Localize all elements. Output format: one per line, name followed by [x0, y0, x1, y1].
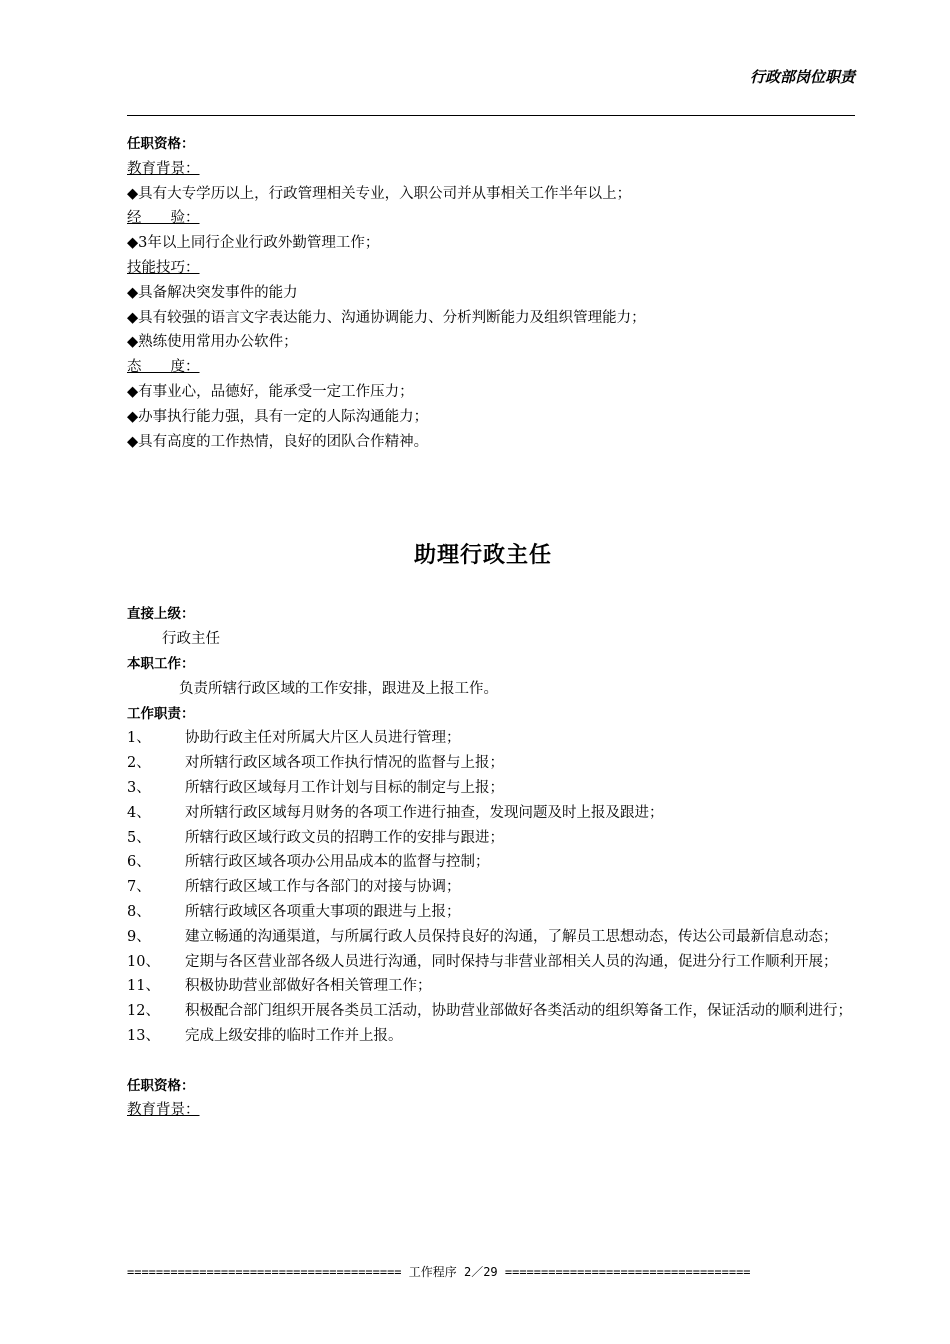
- duty-text: 所辖行政区域每月工作计划与目标的制定与上报；: [185, 779, 504, 796]
- duties-heading: 工作职责：: [127, 705, 195, 722]
- duty-text: 建立畅通的沟通渠道，与所属行政人员保持良好的沟通，了解员工思想动态，传达公司最新信息动态；: [185, 928, 838, 945]
- duty-text: 所辖行政区域工作与各部门的对接与协调；: [185, 879, 461, 896]
- duty-item: [127, 950, 857, 975]
- duty-number: 6、: [127, 854, 151, 871]
- duty-item: [127, 900, 857, 925]
- duty-text: 对所辖行政区域各项工作执行情况的监督与上报；: [185, 755, 504, 772]
- duty-item: [127, 751, 857, 776]
- experience-label-row: [127, 206, 857, 231]
- duties-list: [127, 726, 857, 1048]
- duty-text: 所辖行政域区各项重大事项的跟进与上报；: [185, 903, 461, 920]
- duty-number: 7、: [127, 879, 151, 896]
- attitude-label-row: [127, 355, 857, 380]
- duty-text: 所辖行政区域各项办公用品成本的监督与控制；: [185, 854, 490, 871]
- duty-number: 2、: [127, 755, 151, 772]
- education-label-row-2: [127, 1098, 857, 1123]
- duty-item: [127, 974, 857, 999]
- duty-item: [127, 826, 857, 851]
- experience-label: 经 验：: [127, 210, 200, 227]
- page-footer: ====================================== 工作程序 2／29 ==================================: [127, 1265, 751, 1279]
- skills-label-row: [127, 256, 857, 281]
- experience-item: ◆3年以上同行企业行政外勤管理工作；: [127, 235, 380, 252]
- duty-number: 8、: [127, 903, 151, 920]
- duty-text: 积极配合部门组织开展各类员工活动，协助营业部做好各类活动的组织筹备工作，保证活动的顺利进行；: [185, 1003, 852, 1020]
- duty-item: [127, 875, 857, 900]
- duty-text: 定期与各区营业部各级人员进行沟通，同时保持与非营业部相关人员的沟通，促进分行工作顺利开展；: [185, 953, 838, 970]
- header-divider: [127, 115, 855, 116]
- skills-item: ◆具备解决突发事件的能力: [127, 284, 298, 301]
- section-gap: [127, 454, 857, 542]
- duty-text: 积极协助营业部做好各相关管理工作；: [185, 978, 432, 995]
- duty-number: 12、: [127, 1003, 160, 1020]
- duty-number: 9、: [127, 928, 151, 945]
- duty-item: [127, 999, 857, 1024]
- duty-number: 10、: [127, 953, 160, 970]
- duty-text: 对所辖行政区域每月财务的各项工作进行抽查，发现问题及时上报及跟进；: [185, 804, 664, 821]
- paragraph-gap: [127, 1049, 857, 1074]
- duty-item: [127, 850, 857, 875]
- superior-heading: 直接上级：: [127, 606, 195, 623]
- page-header-title: 行政部岗位职责: [749, 68, 855, 86]
- attitude-item: ◆办事执行能力强，具有一定的人际沟通能力；: [127, 408, 429, 425]
- duty-number: 4、: [127, 804, 151, 821]
- job-heading: 本职工作：: [127, 655, 195, 672]
- skills-label: 技能技巧：: [127, 259, 200, 276]
- duty-number: 11、: [127, 978, 160, 995]
- skills-item: ◆具有较强的语言文字表达能力、沟通协调能力、分析判断能力及组织管理能力；: [127, 309, 646, 326]
- duty-text: 完成上级安排的临时工作并上报。: [185, 1027, 403, 1044]
- education-label-2: 教育背景：: [127, 1102, 200, 1119]
- attitude-item: ◆具有高度的工作热情，良好的团队合作精神。: [127, 433, 429, 450]
- duty-item: [127, 801, 857, 826]
- qualifications-heading-2: 任职资格：: [127, 1077, 195, 1094]
- position-title: 助理行政主任: [413, 543, 552, 569]
- duty-text: 所辖行政区域行政文员的招聘工作的安排与跟进；: [185, 829, 504, 846]
- title-gap: [127, 570, 857, 602]
- duty-number: 13、: [127, 1027, 160, 1044]
- skills-item: ◆熟练使用常用办公软件；: [127, 334, 298, 351]
- duty-item: [127, 726, 857, 751]
- attitude-label: 态 度：: [127, 359, 200, 376]
- superior-value: 行政主任: [162, 631, 220, 648]
- education-item: ◆具有大专学历以上，行政管理相关专业，入职公司并从事相关工作半年以上；: [127, 185, 632, 202]
- education-label-row: [127, 157, 857, 182]
- duty-text: 协助行政主任对所属大片区人员进行管理；: [185, 730, 461, 747]
- qualifications-heading: 任职资格：: [127, 136, 195, 152]
- duty-number: 3、: [127, 779, 151, 796]
- duty-item: [127, 925, 857, 950]
- duty-item: [127, 1024, 857, 1049]
- attitude-item: ◆有事业心，品德好，能承受一定工作压力；: [127, 383, 414, 400]
- duty-number: 1、: [127, 730, 151, 747]
- duty-number: 5、: [127, 829, 151, 846]
- education-label: 教育背景：: [127, 160, 200, 177]
- duty-item: [127, 776, 857, 801]
- job-value: 负责所辖行政区域的工作安排，跟进及上报工作。: [179, 680, 498, 697]
- document-body: [127, 132, 857, 1123]
